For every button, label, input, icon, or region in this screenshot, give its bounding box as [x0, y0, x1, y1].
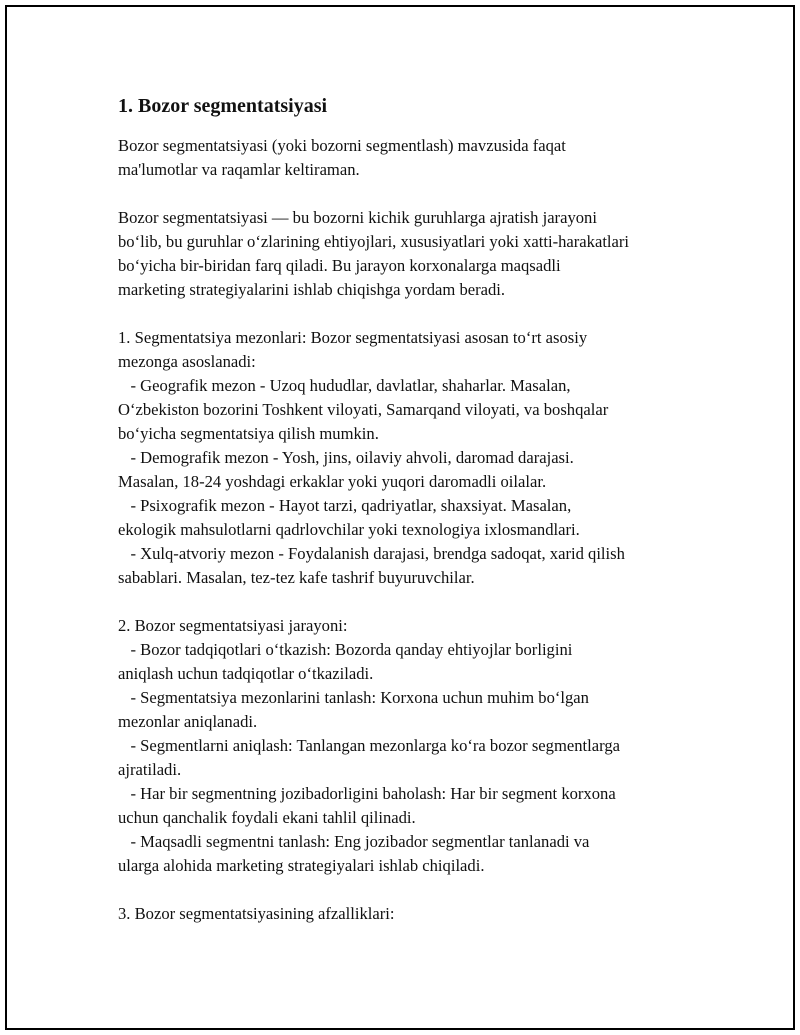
- text-line: bo‘yicha bir-biridan farq qiladi. Bu jarayon korxonalarga maqsadli: [118, 256, 561, 275]
- text-line: bo‘yicha segmentatsiya qilish mumkin.: [118, 424, 379, 443]
- criteria-section: [118, 326, 698, 590]
- list-item: - Bozor tadqiqotlari o‘tkazish: Bozorda qanday ehtiyojlar borligini: [118, 640, 573, 659]
- text-line: mezonlar aniqlanadi.: [118, 712, 258, 731]
- text-line: Masalan, 18-24 yoshdagi erkaklar yoki yuqori daromadli oilalar.: [118, 472, 547, 491]
- list-item: - Maqsadli segmentni tanlash: Eng jozibador segmentlar tanlanadi va: [118, 832, 590, 851]
- paragraph-spacer: [118, 590, 698, 614]
- list-item: - Har bir segmentning jozibadorligini baholash: Har bir segment korxona: [118, 784, 616, 803]
- text-line: 1. Segmentatsiya mezonlari: Bozor segmentatsiyasi asosan to‘rt asosiy: [118, 328, 588, 347]
- document-body: [118, 92, 698, 926]
- text-line: mezonga asoslanadi:: [118, 352, 256, 371]
- paragraph-spacer: [118, 182, 698, 206]
- text-line: ajratiladi.: [118, 760, 182, 779]
- list-item: - Geografik mezon - Uzoq hududlar, davlatlar, shaharlar. Masalan,: [118, 376, 571, 395]
- text-line: sabablari. Masalan, tez-tez kafe tashrif buyuruvchilar.: [118, 568, 475, 587]
- text-line: ularga alohida marketing strategiyalari ishlab chiqiladi.: [118, 856, 485, 875]
- text-line: 3. Bozor segmentatsiyasining afzalliklari:: [118, 904, 395, 923]
- paragraph-spacer: [118, 302, 698, 326]
- advantages-section: [118, 902, 698, 926]
- paragraph-spacer: [118, 878, 698, 902]
- text-line: O‘zbekiston bozorini Toshkent viloyati, Samarqand viloyati, va boshqalar: [118, 400, 609, 419]
- text-line: aniqlash uchun tadqiqotlar o‘tkaziladi.: [118, 664, 374, 683]
- text-line: ma'lumotlar va raqamlar keltiraman.: [118, 160, 360, 179]
- list-item: - Xulq-atvoriy mezon - Foydalanish darajasi, brendga sadoqat, xarid qilish: [118, 544, 625, 563]
- definition-paragraph: [118, 206, 698, 302]
- text-line: 2. Bozor segmentatsiyasi jarayoni:: [118, 616, 348, 635]
- intro-paragraph: [118, 134, 698, 182]
- list-item: - Segmentlarni aniqlash: Tanlangan mezonlarga ko‘ra bozor segmentlarga: [118, 736, 621, 755]
- text-line: ekologik mahsulotlarni qadrlovchilar yoki texnologiya ixlosmandlari.: [118, 520, 580, 539]
- list-item: - Psixografik mezon - Hayot tarzi, qadriyatlar, shaxsiyat. Masalan,: [118, 496, 572, 515]
- process-section: [118, 614, 698, 878]
- text-line: Bozor segmentatsiyasi — bu bozorni kichik guruhlarga ajratish jarayoni: [118, 208, 597, 227]
- document-title: 1. Bozor segmentatsiyasi: [118, 95, 328, 117]
- text-line: marketing strategiyalarini ishlab chiqishga yordam beradi.: [118, 280, 506, 299]
- list-item: - Demografik mezon - Yosh, jins, oilaviy ahvoli, daromad darajasi.: [118, 448, 574, 467]
- text-line: Bozor segmentatsiyasi (yoki bozorni segmentlash) mavzusida faqat: [118, 136, 566, 155]
- list-item: - Segmentatsiya mezonlarini tanlash: Korxona uchun muhim bo‘lgan: [118, 688, 589, 707]
- text-line: uchun qanchalik foydali ekani tahlil qilinadi.: [118, 808, 416, 827]
- text-line: bo‘lib, bu guruhlar o‘zlarining ehtiyojlari, xususiyatlari yoki xatti-harakatlari: [118, 232, 630, 251]
